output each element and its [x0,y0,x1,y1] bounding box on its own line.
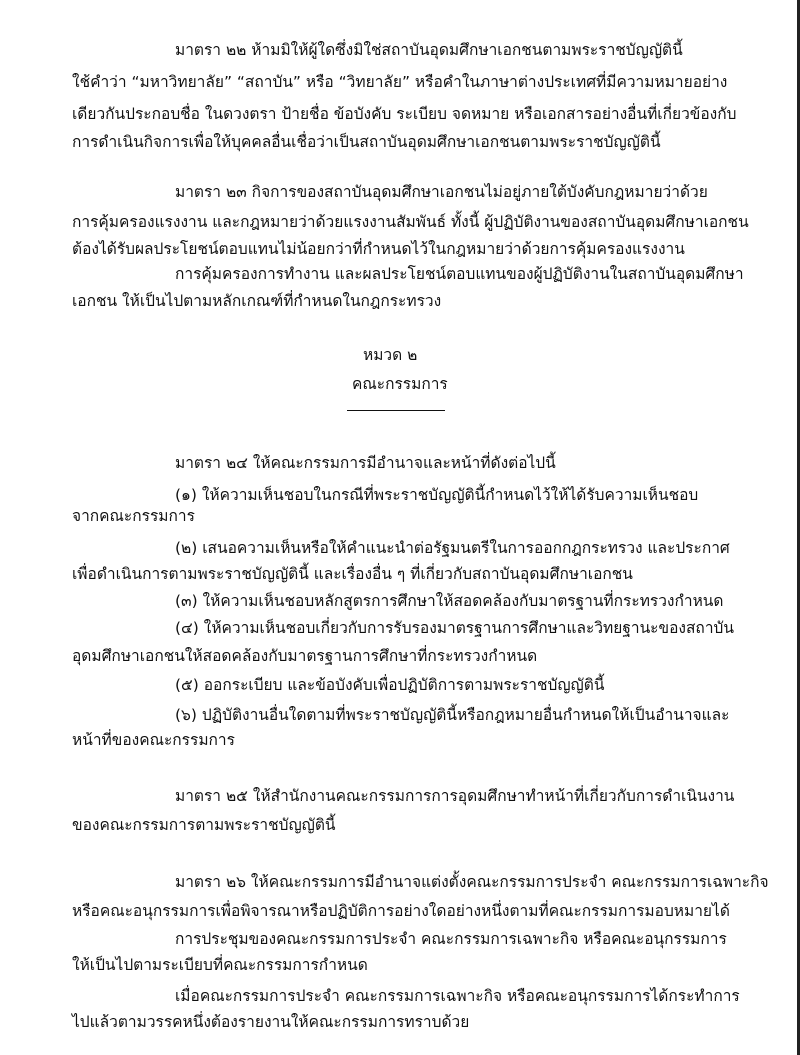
section-24-heading-line: มาตรา ๒๔ ให้คณะกรรมการมีอำนาจและหน้าที่ดังต่อไปนี้ [175,454,556,472]
section-23-line: ต้องได้รับผลประโยชน์ตอบแทนไม่น้อยกว่าที่กำหนดไว้ในกฎหมายว่าด้วยการคุ้มครองแรงงาน [72,240,685,258]
section-26-line: การประชุมของคณะกรรมการประจำ คณะกรรมการเฉพาะกิจ หรือคณะอนุกรรมการ [175,930,727,948]
section-23-line: การคุ้มครองการทำงาน และผลประโยชน์ตอบแทนของผู้ปฏิบัติงานในสถาบันอุดมศึกษา [175,265,744,283]
section-23-heading-line: มาตรา ๒๓ กิจการของสถาบันอุดมศึกษาเอกชนไม่อยู่ภายใต้บังคับกฎหมายว่าด้วย [175,183,708,201]
section-22-line: การดำเนินกิจการเพื่อให้บุคคลอื่นเชื่อว่าเป็นสถาบันอุดมศึกษาเอกชนตามพระราชบัญญัตินี้ [72,133,661,151]
section-24-item: (๓) ให้ความเห็นชอบหลักสูตรการศึกษาให้สอดคล้องกับมาตรฐานที่กระทรวงกำหนด [175,592,724,610]
chapter-divider [347,410,445,411]
section-24-item: (๑) ให้ความเห็นชอบในกรณีที่พระราชบัญญัตินี้กำหนดไว้ให้ได้รับความเห็นชอบ [175,486,699,504]
chapter-title: คณะกรรมการ [352,375,448,393]
chapter-number: หมวด ๒ [363,346,418,364]
section-22-heading-line: มาตรา ๒๒ ห้ามมิให้ผู้ใดซึ่งมิใช่สถาบันอุดมศึกษาเอกชนตามพระราชบัญญัตินี้ [175,41,683,59]
section-25-line: ของคณะกรรมการตามพระราชบัญญัตินี้ [72,816,336,834]
section-26-line: ไปแล้วตามวรรคหนึ่งต้องรายงานให้คณะกรรมการทราบด้วย [72,1013,470,1031]
section-26-line: เมื่อคณะกรรมการประจำ คณะกรรมการเฉพาะกิจ หรือคณะอนุกรรมการได้กระทำการ [175,987,740,1005]
section-26-heading-line: มาตรา ๒๖ ให้คณะกรรมการมีอำนาจแต่งตั้งคณะกรรมการประจำ คณะกรรมการเฉพาะกิจ [175,873,769,891]
section-25-heading-line: มาตรา ๒๕ ให้สำนักงานคณะกรรมการการอุดมศึกษาทำหน้าที่เกี่ยวกับการดำเนินงาน [175,787,735,805]
section-22-line: ใช้คำว่า “มหาวิทยาลัย” “สถาบัน” หรือ “วิทยาลัย” หรือคำในภาษาต่างประเทศที่มีความหมายอย่าง [72,73,728,91]
section-23-line: เอกชน ให้เป็นไปตามหลักเกณฑ์ที่กำหนดในกฎกระทรวง [72,292,442,310]
section-24-item: (๖) ปฏิบัติงานอื่นใดตามที่พระราชบัญญัตินี้หรือกฎหมายอื่นกำหนดให้เป็นอำนาจและ [175,706,730,724]
section-24-item: (๒) เสนอความเห็นหรือให้คำแนะนำต่อรัฐมนตรีในการออกกฎกระทรวง และประกาศ [175,539,730,557]
section-24-line: หน้าที่ของคณะกรรมการ [72,731,235,749]
section-26-line: ให้เป็นไปตามระเบียบที่คณะกรรมการกำหนด [72,956,368,974]
section-23-line: การคุ้มครองแรงงาน และกฎหมายว่าด้วยแรงงานสัมพันธ์ ทั้งนี้ ผู้ปฏิบัติงานของสถาบันอุดมศึกษาเอกชน [72,213,749,231]
section-24-item: (๔) ให้ความเห็นชอบเกี่ยวกับการรับรองมาตรฐานการศึกษาและวิทยฐานะของสถาบัน [175,619,734,637]
section-22-line: เดียวกันประกอบชื่อ ในดวงตรา ป้ายชื่อ ข้อบังคับ ระเบียบ จดหมาย หรือเอกสารอย่างอื่นที่เกี่ยวข้องกับ [72,105,737,123]
section-24-line: อุดมศึกษาเอกชนให้สอดคล้องกับมาตรฐานการศึกษาที่กระทรวงกำหนด [72,647,538,665]
section-26-line: หรือคณะอนุกรรมการเพื่อพิจารณาหรือปฏิบัติการอย่างใดอย่างหนึ่งตามที่คณะกรรมการมอบหมายได้ [72,902,730,920]
section-24-line: เพื่อดำเนินการตามพระราชบัญญัตินี้ และเรื่องอื่น ๆ ที่เกี่ยวกับสถาบันอุดมศึกษาเอกชน [72,565,633,583]
section-24-item: (๕) ออกระเบียบ และข้อบังคับเพื่อปฏิบัติการตามพระราชบัญญัตินี้ [175,676,605,694]
section-24-line: จากคณะกรรมการ [72,507,195,525]
